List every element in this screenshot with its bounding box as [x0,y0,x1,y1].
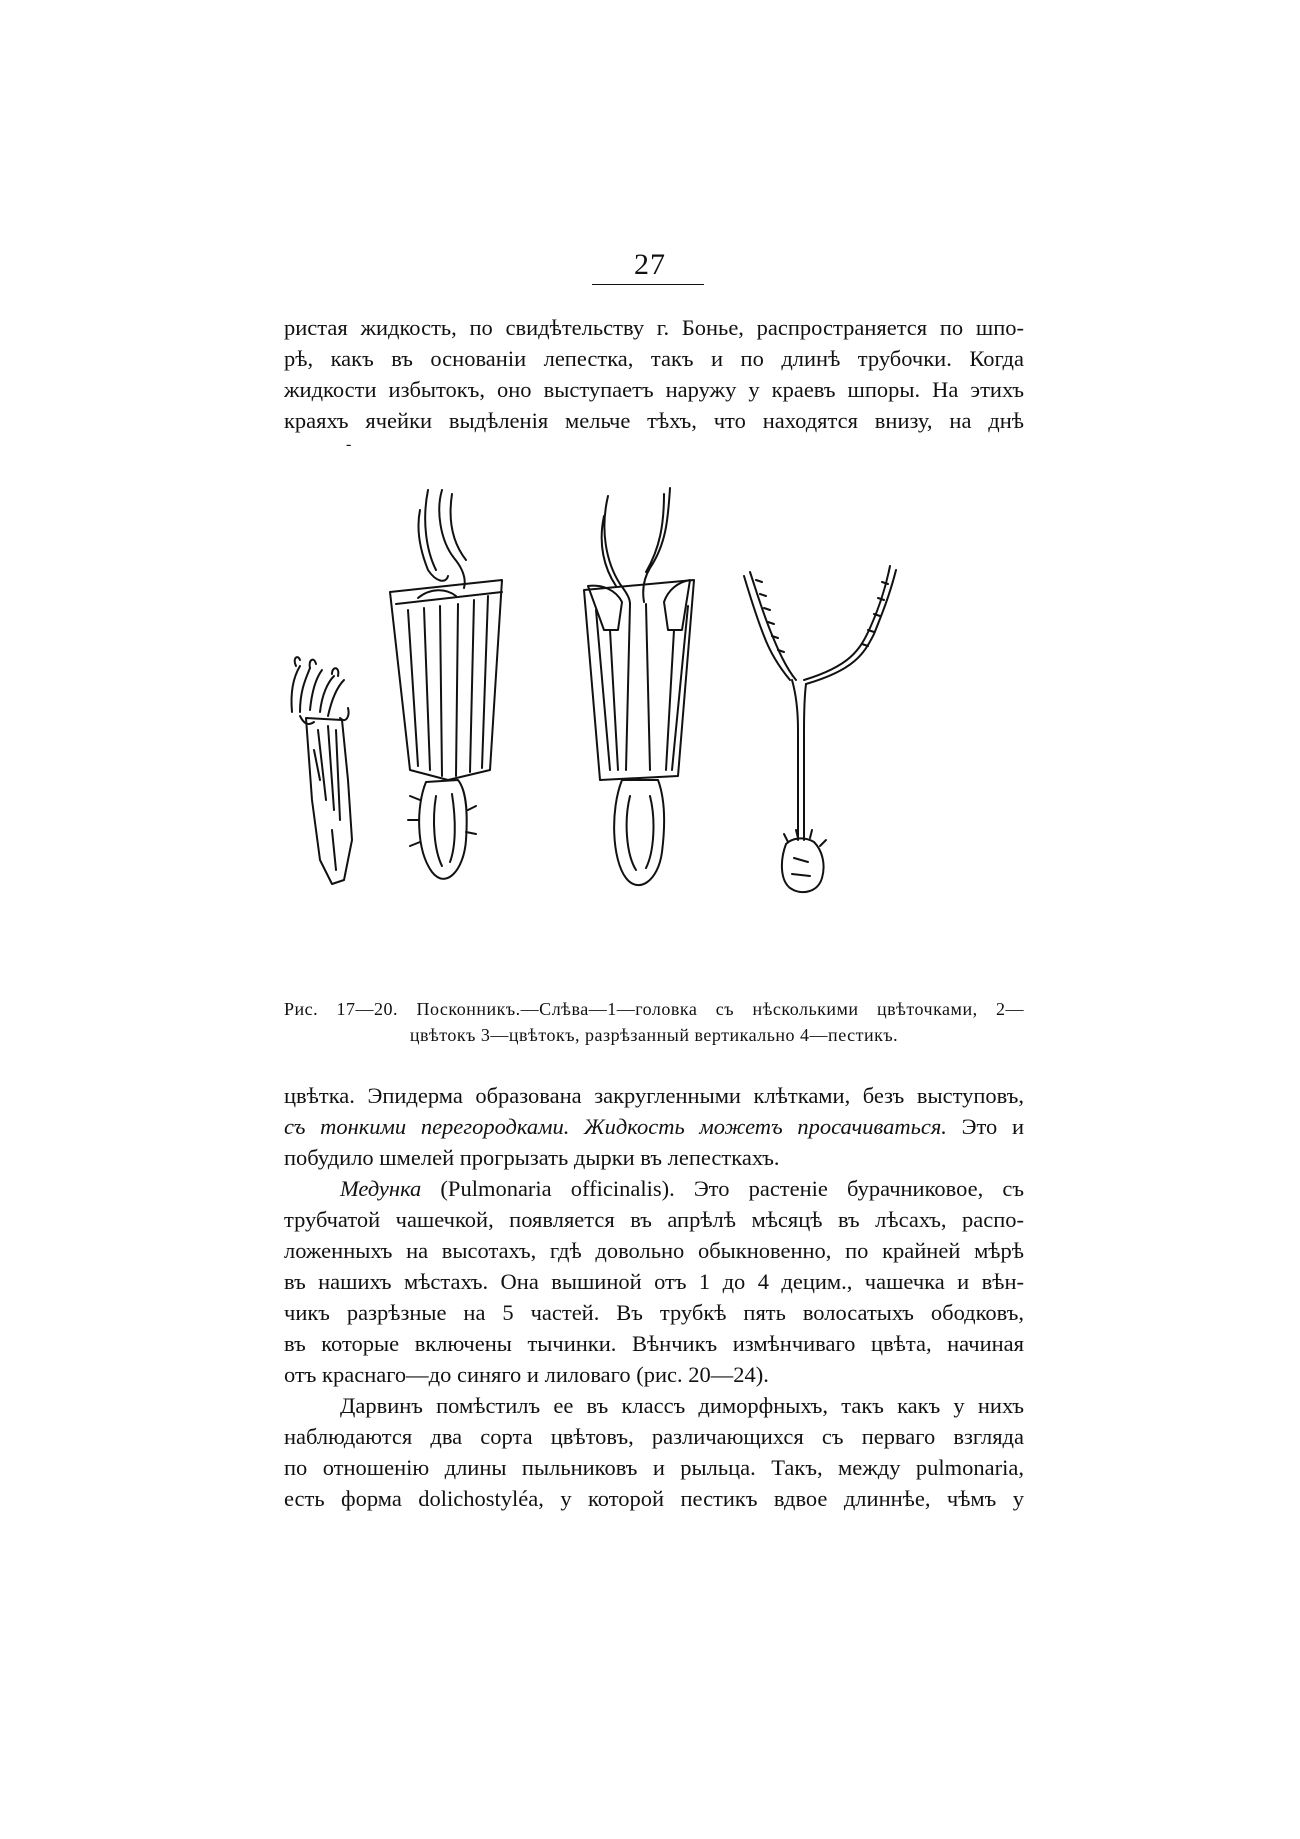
text-line: въ нашихъ мѣстахъ. Она вышиной отъ 1 до 4 децим., чашечка и вѣн- [284,1269,1024,1294]
paragraph-bottom [284,1080,1024,1514]
caption-line-1: Рис. 17—20. Посконникъ.—Слѣва—1—головка съ нѣсколькими цвѣточками, 2— [284,999,1024,1019]
text-line [284,1173,1024,1204]
text-fragment: (Pulmonaria officinalis). Это растеніе бурачниковое, съ [421,1176,1024,1201]
figure-1-flower-head [291,657,352,884]
text-line: по отношенію длины пыльниковъ и рыльца. Такъ, между pulmonaria, [284,1455,1024,1480]
page-number-rule [592,284,704,285]
figure-4-pistil [744,566,896,892]
caption-line-2: цвѣтокъ 3—цвѣтокъ, разрѣзанный вертикально 4—пестикъ. [409,1025,899,1045]
text-line: краяхъ ячейки выдѣленія мельче тѣхъ, что находятся внизу, на днѣ [284,408,1024,433]
text-line: ристая жидкость, по свидѣтельству г. Бонье, распространяется по шпо- [284,315,1024,340]
text-line: чикъ разрѣзные на 5 частей. Въ трубкѣ пять волосатыхъ ободковъ, [284,1300,1024,1325]
text-line: наблюдаются два сорта цвѣтовъ, различающихся съ перваго взгляда [284,1424,1024,1449]
figure-2-floret [390,490,502,879]
figure-caption [284,996,1024,1048]
text-line: есть форма dolichostyléa, у которой пестикъ вдвое длиннѣе, чѣмъ у [284,1486,1024,1511]
paragraph-top [284,312,1024,436]
text-line: отъ краснаго—до синяго и лиловаго (рис. 20—24). [284,1362,769,1387]
text-line: трубчатой чашечкой, появляется въ апрѣлѣ мѣсяцѣ въ лѣсахъ, распо- [284,1207,1024,1232]
text-line: жидкости избытокъ, оно выступаетъ наружу у краевъ шпоры. На этихъ [284,377,1024,402]
botanical-figure [270,480,1030,950]
text-line: побудило шмелей прогрызать дырки въ лепесткахъ. [284,1145,780,1170]
text-line: Дарвинъ помѣстилъ ее въ классъ диморфныхъ, такъ какъ у нихъ [340,1393,1024,1418]
italic-text: Медунка [340,1176,422,1201]
figure-3-floret-section [584,488,694,885]
text-line: ложенныхъ на высотахъ, гдѣ довольно обыкновенно, по крайней мѣрѣ [284,1238,1024,1263]
text-line [284,1111,1024,1142]
text-fragment: Это и [946,1114,1024,1139]
text-line: цвѣтка. Эпидерма образована закругленными клѣтками, безъ выступовъ, [284,1083,1024,1108]
italic-text: съ тонкими перегородками. Жидкость можетъ просачиваться. [284,1114,947,1139]
page-number: 27 [634,248,666,281]
stray-mark: - [346,436,352,453]
text-line: рѣ, какъ въ основаніи лепестка, такъ и по длинѣ трубочки. Когда [284,346,1024,371]
text-line: въ которые включены тычинки. Вѣнчикъ измѣнчиваго цвѣта, начиная [284,1331,1024,1356]
